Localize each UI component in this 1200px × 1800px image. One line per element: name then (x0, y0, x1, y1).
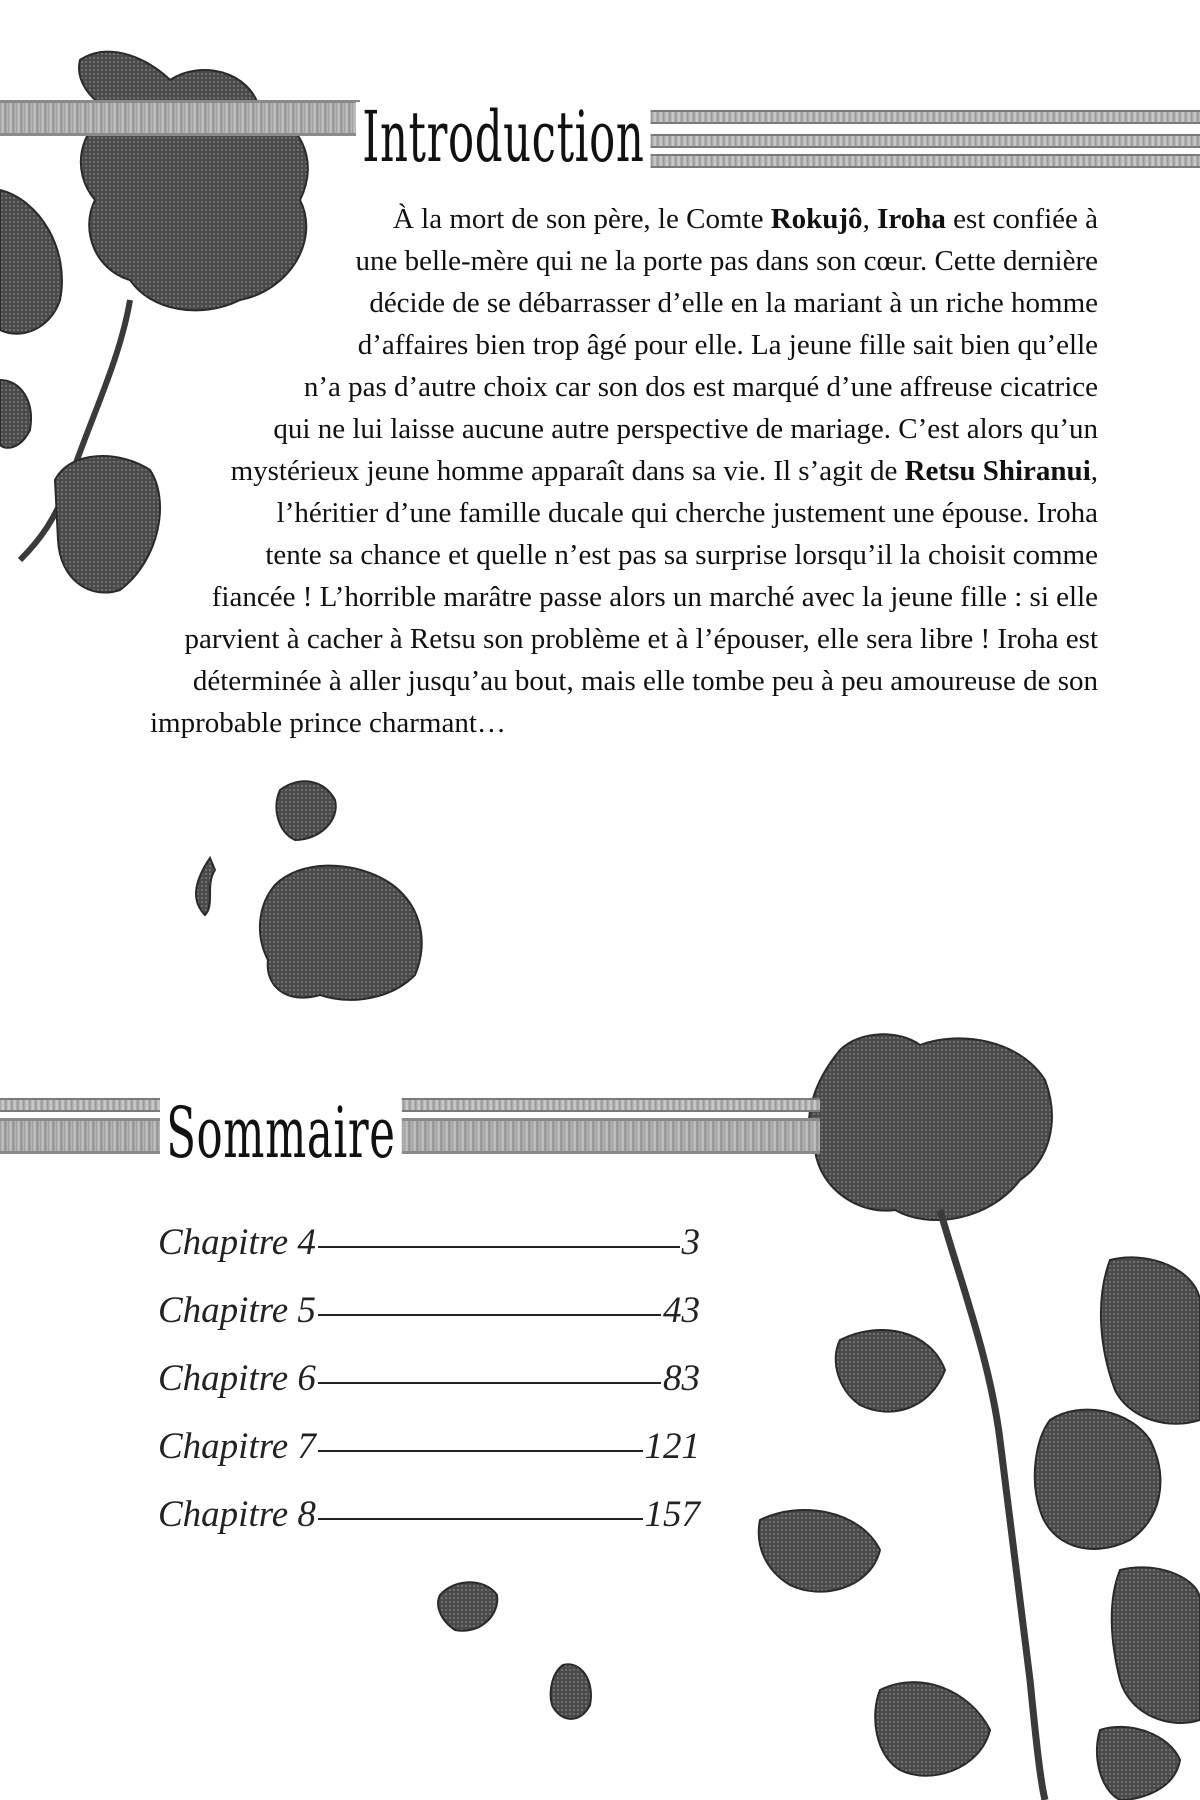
intro-text-run: une belle-mère qui ne la porte pas dans son cœur. Cette dernière (355, 245, 1098, 277)
intro-title: Introduction (356, 102, 651, 172)
intro-line (150, 492, 1098, 534)
toc-entry[interactable] (158, 1490, 700, 1540)
intro-text-run: n’a pas d’autre choix car son dos est marqué d’une affreuse cicatrice (303, 371, 1098, 403)
intro-header-band-left (0, 100, 360, 136)
intro-line (150, 702, 1098, 744)
toc-leader-line (318, 1450, 643, 1452)
toc-page-number: 3 (681, 1222, 700, 1263)
toc-title: Sommaire (160, 1098, 402, 1168)
toc-header-band-right-top (380, 1098, 820, 1112)
toc-chapter-label: Chapitre 4 (158, 1222, 316, 1263)
intro-header-band-right-upper (640, 110, 1200, 124)
intro-paragraph (150, 198, 1098, 744)
toc-header-band-right (380, 1118, 820, 1154)
intro-text-run: improbable prince charmant… (150, 707, 506, 739)
toc-page-number: 43 (663, 1290, 700, 1331)
toc-leader-line (318, 1518, 643, 1520)
intro-text-run: décide de se débarrasser d’elle en la mariant à un riche homme (369, 287, 1098, 319)
intro-text-run: d’affaires bien trop âgé pour elle. La jeune fille sait bien qu’elle (357, 329, 1098, 361)
intro-text-run: est confiée à (945, 203, 1098, 235)
bottom-rose-illustration (759, 1034, 1200, 1800)
intro-name-emphasis: Iroha (877, 203, 946, 235)
toc-entry[interactable] (158, 1422, 700, 1472)
toc-leader-line (318, 1382, 661, 1384)
intro-line (150, 282, 1098, 324)
toc-chapter-label: Chapitre 6 (158, 1358, 316, 1399)
intro-header-band-right-top (640, 134, 1200, 148)
intro-line (150, 450, 1098, 492)
toc-entry[interactable] (158, 1354, 700, 1404)
toc-entry[interactable] (158, 1218, 700, 1268)
toc-header-band-left (0, 1118, 160, 1154)
intro-text-run: tente sa chance et quelle n’est pas sa surprise lorsqu’il la choisit comme (265, 539, 1098, 571)
intro-name-emphasis: Rokujô (770, 203, 863, 235)
intro-text-run: À la mort de son père, le Comte (392, 203, 771, 235)
intro-text-run: qui ne lui laisse aucune autre perspective de mariage. C’est alors qu’un (273, 413, 1098, 445)
toc-entry[interactable] (158, 1286, 700, 1336)
toc-leader-line (318, 1246, 680, 1248)
toc-page-number: 121 (644, 1426, 700, 1467)
intro-text-run: parvient à cacher à Retsu son problème et à l’épouser, elle sera libre ! Iroha est (184, 623, 1098, 655)
intro-header-band-right-bottom (640, 154, 1200, 168)
intro-text-run: fiancée ! L’horrible marâtre passe alors un marché avec la jeune fille : si elle (211, 581, 1098, 613)
toc-chapter-label: Chapitre 5 (158, 1290, 316, 1331)
intro-line (150, 240, 1098, 282)
toc-leader-line (318, 1314, 661, 1316)
intro-line (150, 366, 1098, 408)
intro-text-run: l’héritier d’une famille ducale qui cherche justement une épouse. Iroha (276, 497, 1098, 529)
intro-text-run: mystérieux jeune homme apparaît dans sa vie. Il s’agit de (230, 455, 905, 487)
toc-chapter-label: Chapitre 7 (158, 1426, 316, 1467)
intro-line (150, 408, 1098, 450)
toc-chapter-label: Chapitre 8 (158, 1494, 316, 1535)
toc-header-band-left-top (0, 1098, 160, 1112)
toc-page-number: 83 (663, 1358, 700, 1399)
intro-name-emphasis: Retsu Shiranui (904, 455, 1091, 487)
intro-line (150, 198, 1098, 240)
intro-text-run: , (1090, 455, 1098, 487)
intro-text-run: déterminée à aller jusqu’au bout, mais elle tombe peu à peu amoureuse de son (192, 665, 1098, 697)
intro-text-run: , (862, 203, 878, 235)
intro-line (150, 576, 1098, 618)
intro-line (150, 618, 1098, 660)
toc-page-number: 157 (644, 1494, 700, 1535)
intro-line (150, 324, 1098, 366)
intro-line (150, 660, 1098, 702)
intro-line (150, 534, 1098, 576)
